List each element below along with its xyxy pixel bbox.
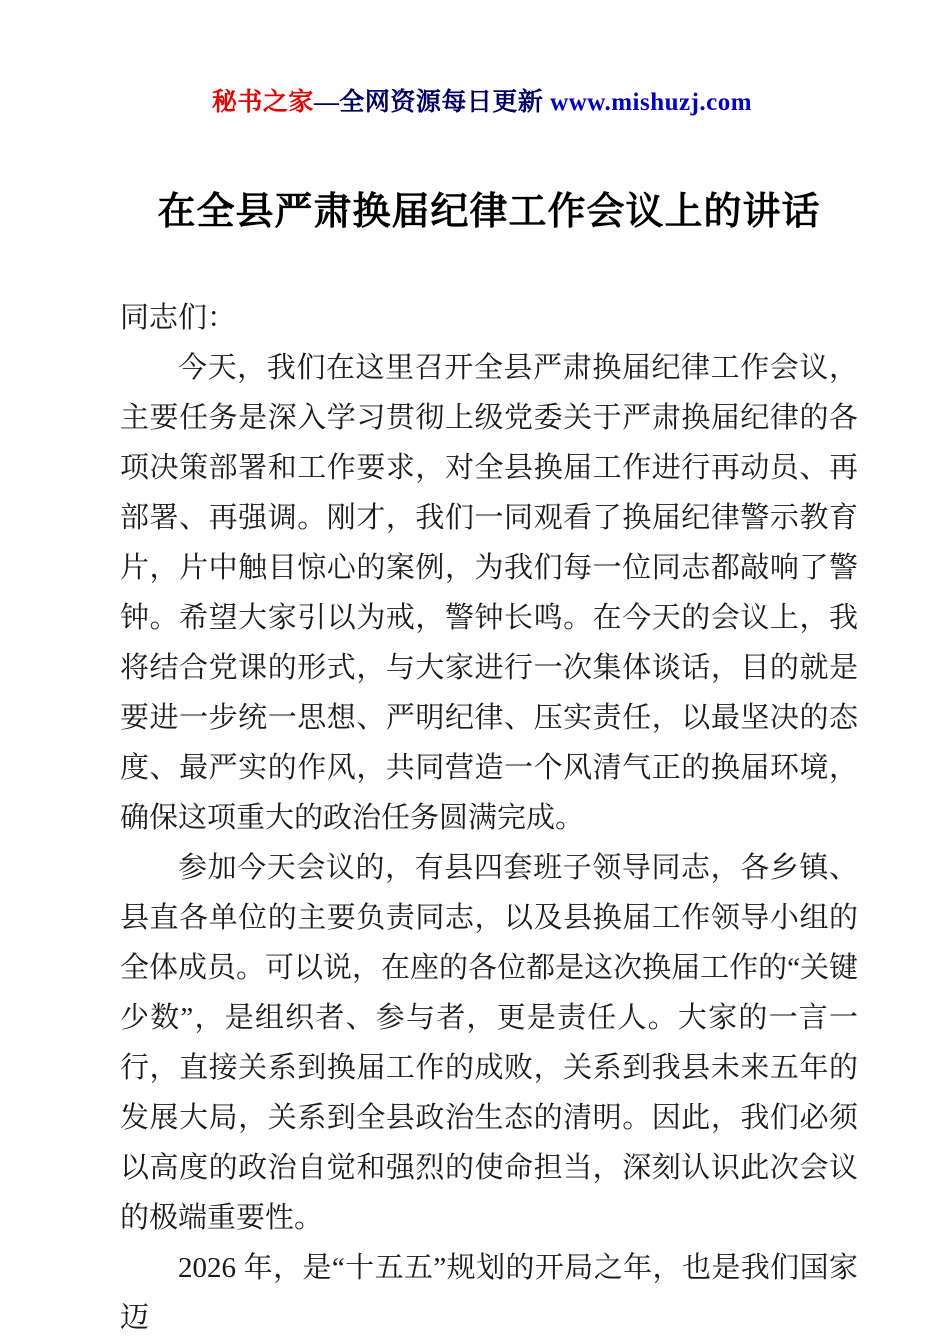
document-body bbox=[120, 293, 858, 1343]
paragraph-1: 今天，我们在这里召开全县严肃换届纪律工作会议，主要任务是深入学习贯彻上级党委关于严肃换届纪律的各项决策部署和工作要求，对全县换届工作进行再动员、再部署、再强调。刚才，我们一同观看了换届纪律警示教育片，片中触目惊心的案例，为我们每一位同志都敲响了警钟。希望大家引以为戒，警钟长鸣。在今天的会议上，我将结合党课的形式，与大家进行一次集体谈话，目的就是要进一步统一思想、严明纪律、压实责任，以最坚决的态度、最严实的作风，共同营造一个风清气正的换届环境，确保这项重大的政治任务圆满完成。 bbox=[120, 352, 858, 834]
header-banner bbox=[106, 82, 858, 118]
paragraph-2: 参加今天会议的，有县四套班子领导同志，各乡镇、县直各单位的主要负责同志，以及县换届工作领导小组的全体成员。可以说，在座的各位都是这次换届工作的“关键少数”，是组织者、参与者，更是责任人。大家的一言一行，直接关系到换届工作的成败，关系到我县未来五年的发展大局，关系到全县政治生态的清明。因此，我们必须以高度的政治自觉和强烈的使命担当，深刻认识此次会议的极端重要性。 bbox=[120, 852, 858, 1234]
salutation: 同志们： bbox=[120, 302, 237, 334]
paragraph-3: 2026 年，是“十五五”规划的开局之年，也是我们国家迈 bbox=[120, 1252, 858, 1334]
document-title: 在全县严肃换届纪律工作会议上的讲话 bbox=[157, 191, 821, 233]
brand-name: 秘书之家 bbox=[211, 89, 314, 116]
site-url-link[interactable]: www.mishuzj.com bbox=[550, 89, 753, 116]
header-tagline: —全网资源每日更新 bbox=[313, 89, 551, 116]
